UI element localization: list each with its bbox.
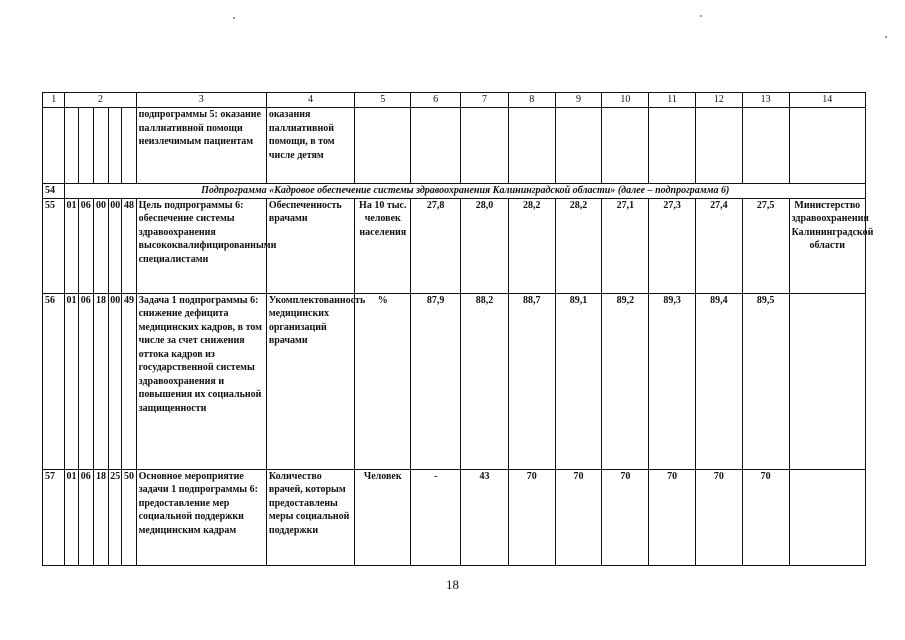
indicator-cell: Количество врачей, которым предоставлены меры социальной поддержки	[266, 469, 354, 565]
col-number: 12	[696, 93, 743, 108]
value-cell: 27,1	[602, 198, 649, 293]
value-cell: -	[411, 469, 461, 565]
value-cell: 89,1	[555, 293, 602, 469]
code-cell: 00	[109, 198, 122, 293]
name-cell: Основное мероприятие задачи 1 подпрограммы 6: предоставление мер социальной поддержки медицинским кадрам	[136, 469, 266, 565]
col-number: 11	[649, 93, 696, 108]
name-cell: Цель подпрограммы 6: обеспечение системы здравоохранения высококвалифицированными специалистами	[136, 198, 266, 293]
unit-cell: Человек	[355, 469, 411, 565]
col-number: 9	[555, 93, 602, 108]
col-number: 1	[43, 93, 65, 108]
code-cell: 06	[78, 198, 93, 293]
value-cell: 28,2	[555, 198, 602, 293]
row-number: 57	[43, 469, 65, 565]
code-cell: 18	[93, 293, 108, 469]
col-number: 8	[508, 93, 555, 108]
value-cell: 70	[696, 469, 743, 565]
scan-speck	[885, 36, 887, 38]
code-cell: 49	[122, 293, 136, 469]
value-cell: 70	[508, 469, 555, 565]
code-cell: 01	[65, 198, 78, 293]
responsible-cell	[789, 469, 865, 565]
column-number-row	[43, 93, 866, 108]
section-title: Подпрограмма «Кадровое обеспечение системы здравоохранения Калининградской области» (далее – подпрограмма 6)	[65, 184, 866, 199]
value-cell: 89,4	[696, 293, 743, 469]
value-cell: 88,2	[461, 293, 509, 469]
code-cell: 25	[109, 469, 122, 565]
name-cell: подпрограммы 5: оказание паллиативной помощи неизлечимым пациентам	[136, 108, 266, 184]
col-number: 4	[266, 93, 354, 108]
value-cell: 70	[602, 469, 649, 565]
row-number: 54	[43, 184, 65, 199]
col-number: 5	[355, 93, 411, 108]
value-cell: 27,8	[411, 198, 461, 293]
code-cell: 48	[122, 198, 136, 293]
row-number: 56	[43, 293, 65, 469]
page-number: 18	[446, 577, 459, 592]
col-number: 13	[742, 93, 789, 108]
col-number: 3	[136, 93, 266, 108]
col-number: 6	[411, 93, 461, 108]
col-number: 10	[602, 93, 649, 108]
value-cell: 70	[555, 469, 602, 565]
value-cell: 28,2	[508, 198, 555, 293]
section-row	[43, 184, 866, 199]
indicators-table	[42, 92, 874, 566]
responsible-cell	[789, 293, 865, 469]
value-cell: 88,7	[508, 293, 555, 469]
code-cell: 18	[93, 469, 108, 565]
indicator-cell: Обеспеченность врачами	[266, 198, 354, 293]
code-cell: 50	[122, 469, 136, 565]
value-cell: 70	[742, 469, 789, 565]
code-cell: 00	[93, 198, 108, 293]
scan-speck	[700, 15, 702, 17]
indicator-cell: оказания паллиативной помощи, в том числе детям	[266, 108, 354, 184]
value-cell: 87,9	[411, 293, 461, 469]
unit-cell: На 10 тыс. человек населения	[355, 198, 411, 293]
unit-cell: %	[355, 293, 411, 469]
scan-speck	[233, 17, 235, 19]
value-cell: 89,5	[742, 293, 789, 469]
value-cell: 28,0	[461, 198, 509, 293]
value-cell: 70	[649, 469, 696, 565]
code-cell: 06	[78, 469, 93, 565]
col-number: 7	[461, 93, 509, 108]
continuation-row	[43, 108, 866, 184]
table-row	[43, 293, 866, 469]
responsible-cell: Министерство здравоохранения Калининградской области	[789, 198, 865, 293]
code-cell: 01	[65, 293, 78, 469]
value-cell: 43	[461, 469, 509, 565]
code-cell: 00	[109, 293, 122, 469]
col-number: 2	[65, 93, 136, 108]
value-cell: 27,5	[742, 198, 789, 293]
name-cell: Задача 1 подпрограммы 6: снижение дефицита медицинских кадров, в том числе за счет снижения оттока кадров из государственной системы здравоохранения и повышения их социальной защищенности	[136, 293, 266, 469]
value-cell: 27,3	[649, 198, 696, 293]
table-row	[43, 198, 866, 293]
col-number: 14	[789, 93, 865, 108]
row-number: 55	[43, 198, 65, 293]
table-row	[43, 469, 866, 565]
indicator-cell: Укомплектованность медицинских организаций врачами	[266, 293, 354, 469]
code-cell: 06	[78, 293, 93, 469]
value-cell: 27,4	[696, 198, 743, 293]
code-cell: 01	[65, 469, 78, 565]
value-cell: 89,2	[602, 293, 649, 469]
value-cell: 89,3	[649, 293, 696, 469]
